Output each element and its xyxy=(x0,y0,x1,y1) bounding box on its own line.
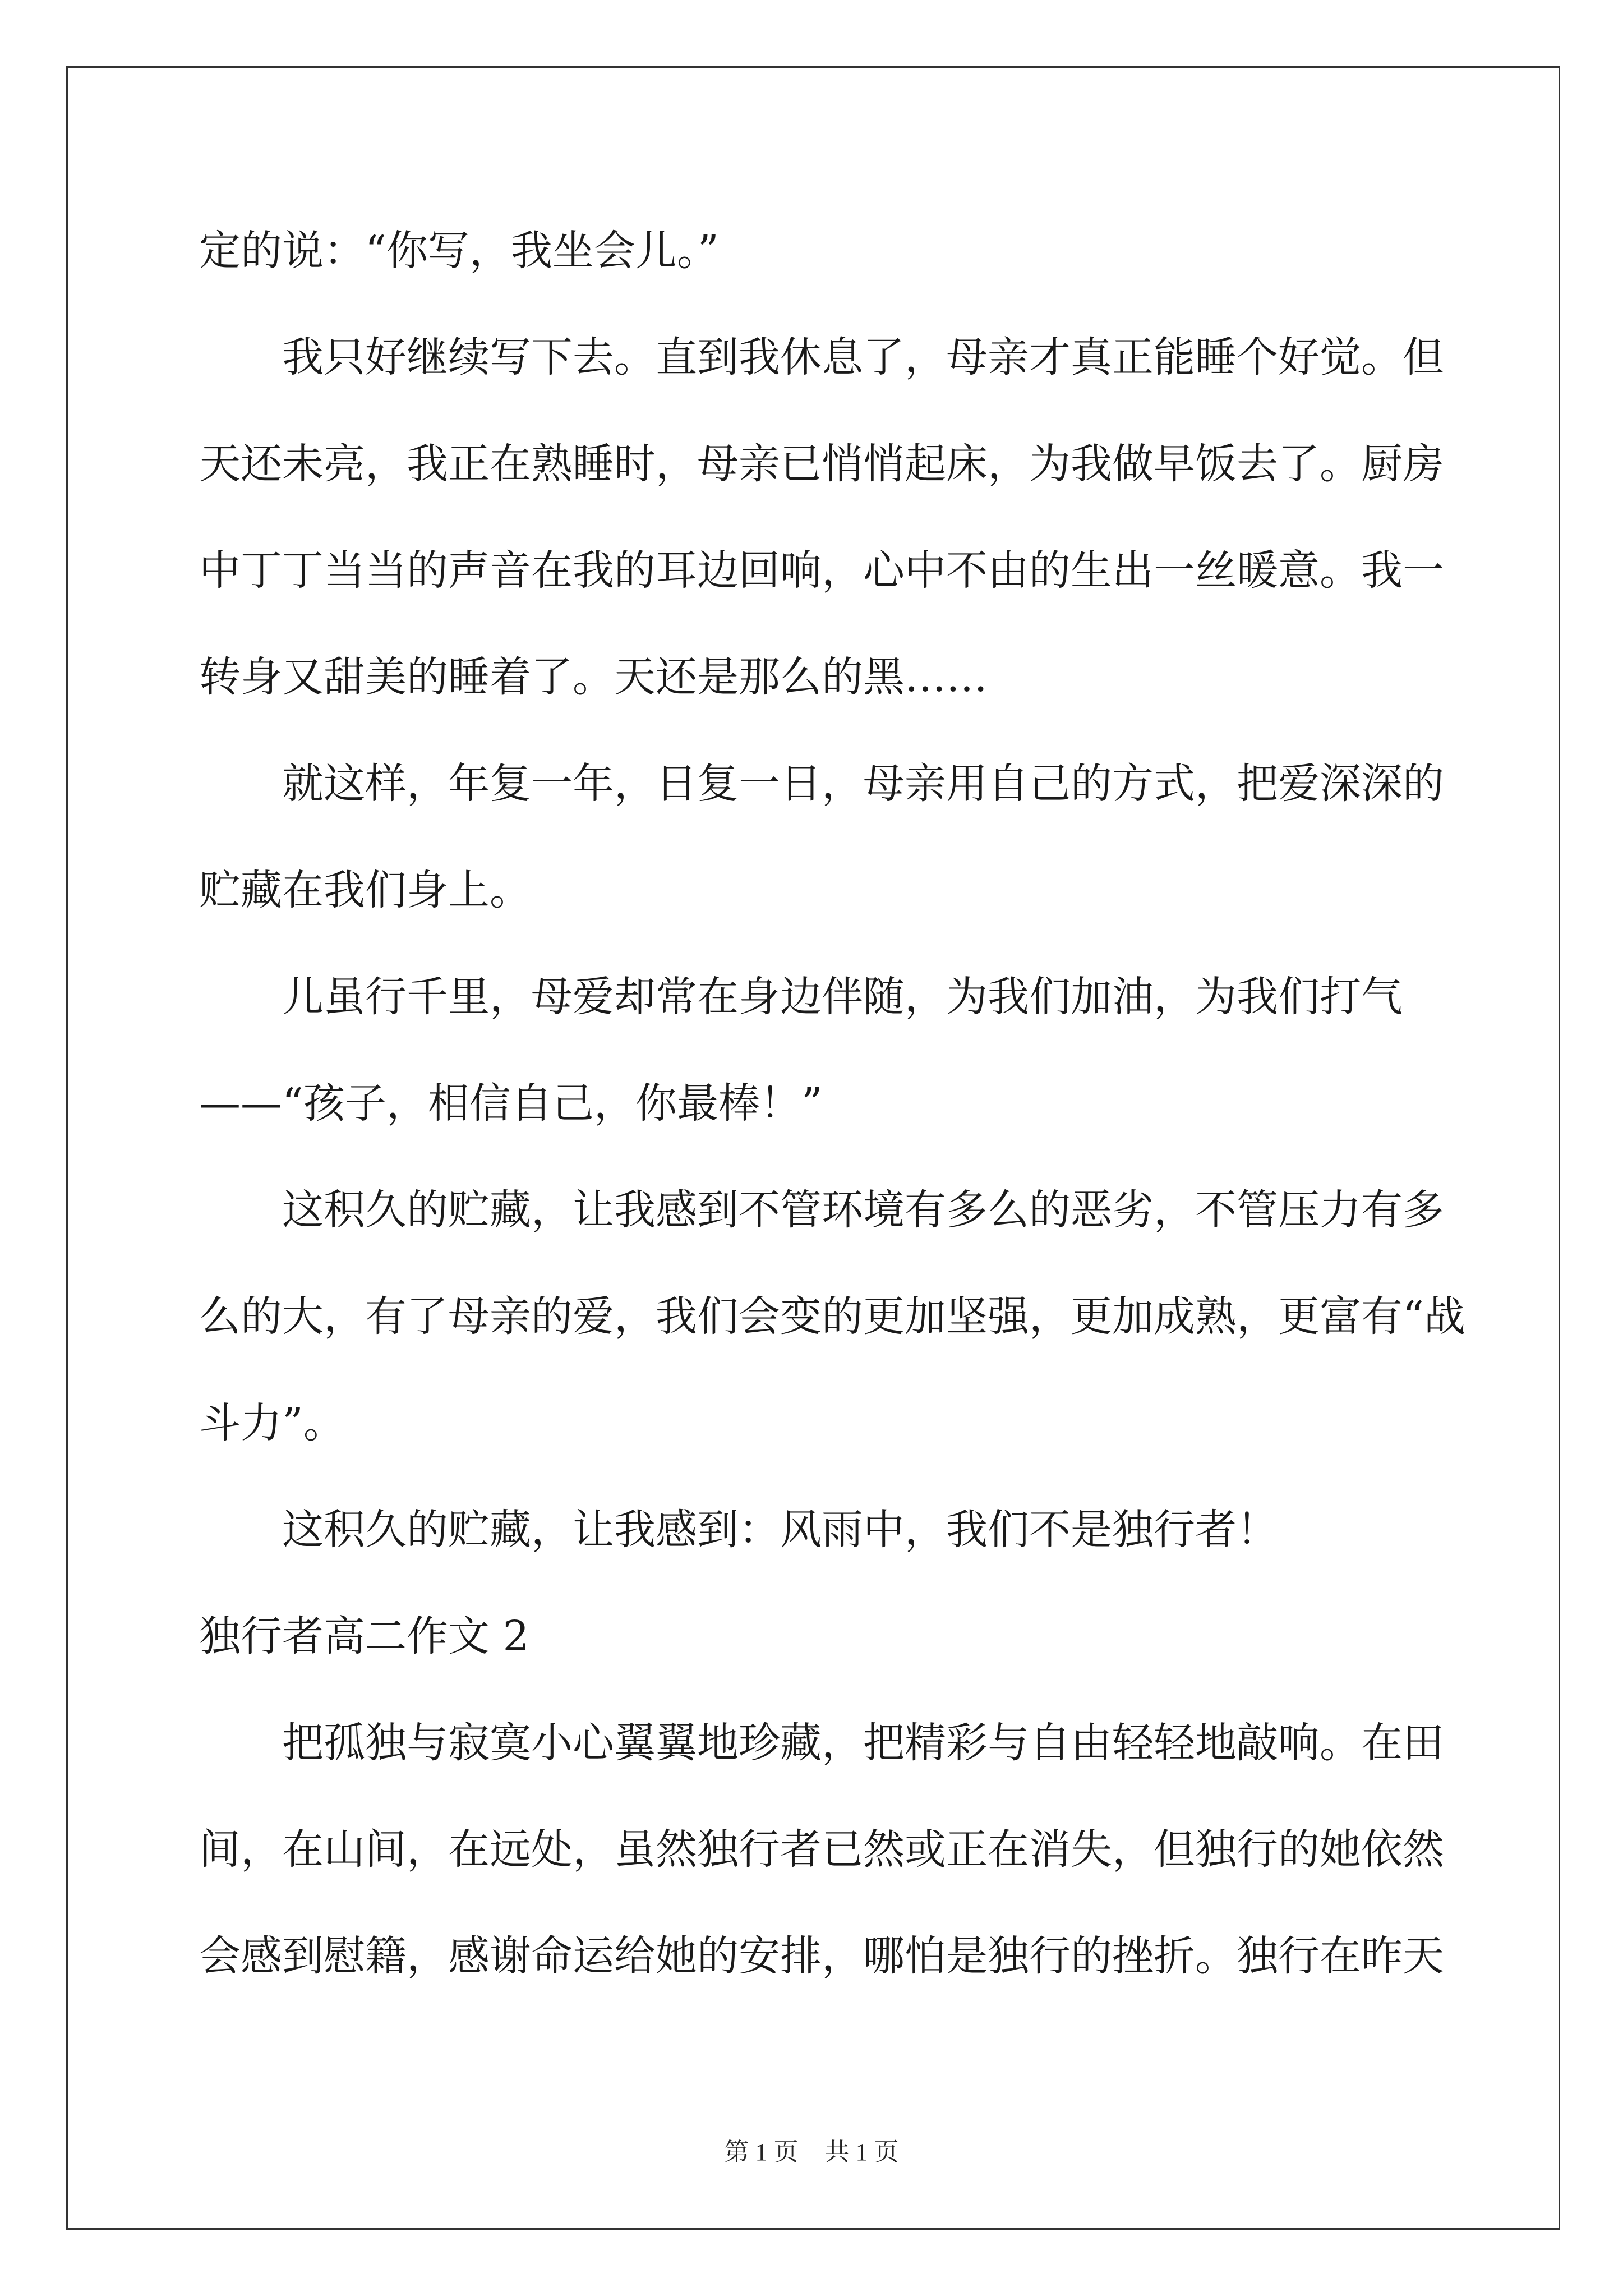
text-line: 儿虽行千里，母爱却常在身边伴随，为我们加油，为我们打气 xyxy=(282,973,1403,1021)
text-line: 么的大，有了母亲的爱，我们会变的更加坚强，更加成熟，更富有“战 xyxy=(199,1292,1465,1341)
section-heading: 独行者高二作文 2 xyxy=(199,1612,529,1660)
document-body xyxy=(199,197,1465,2009)
text-line: 斗力”。 xyxy=(199,1399,345,1447)
page-footer xyxy=(0,2132,1623,2168)
text-line: 这积久的贮藏，让我感到不管环境有多么的恶劣，不管压力有多 xyxy=(282,1186,1444,1234)
text-line: 我只好继续写下去。直到我休息了，母亲才真正能睡个好觉。但 xyxy=(282,333,1444,381)
text-line: 贮藏在我们身上。 xyxy=(199,866,531,914)
text-line: 天还未亮，我正在熟睡时，母亲已悄悄起床，为我做早饭去了。厨房 xyxy=(199,440,1444,488)
page-total: 共 1 页 xyxy=(824,2138,899,2166)
text-line: 定的说：“你写，我坐会儿。” xyxy=(199,227,719,275)
text-line: 转身又甜美的睡着了。天还是那么的黑…… xyxy=(199,653,988,701)
text-line: 中丁丁当当的声音在我的耳边回响，心中不由的生出一丝暖意。我一 xyxy=(199,546,1444,595)
text-line: 就这样，年复一年，日复一日，母亲用自己的方式，把爱深深的 xyxy=(282,760,1444,808)
text-line: ——“孩子，相信自己，你最棒！” xyxy=(199,1079,823,1128)
text-line: 把孤独与寂寞小心翼翼地珍藏，把精彩与自由轻轻地敲响。在田 xyxy=(282,1719,1444,1767)
text-line: 间，在山间，在远处，虽然独行者已然或正在消失，但独行的她依然 xyxy=(199,1825,1444,1874)
page-number: 第 1 页 xyxy=(724,2138,799,2166)
text-line: 会感到慰籍，感谢命运给她的安排，哪怕是独行的挫折。独行在昨天 xyxy=(199,1932,1444,1980)
text-line: 这积久的贮藏，让我感到：风雨中，我们不是独行者！ xyxy=(282,1506,1278,1554)
